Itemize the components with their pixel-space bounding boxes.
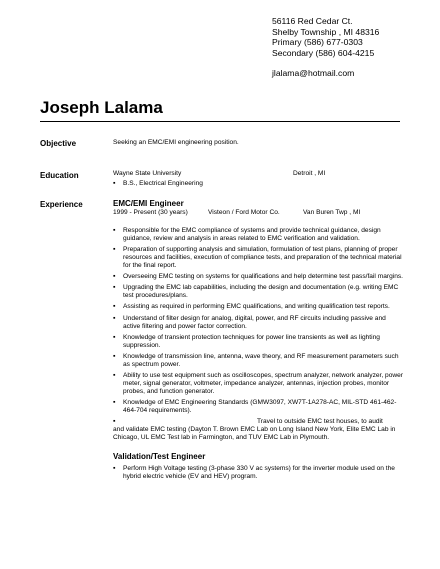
travel-lead-text: Travel to outside EMC test houses, to audit: [257, 418, 383, 426]
name-divider: [40, 121, 400, 122]
job2-bullet-list: [113, 465, 403, 481]
education-section: [113, 170, 403, 188]
list-item: ▪ Knowledge of transmission line, antenna, wave theory, and RF measurement parameters such as spectrum power.: [113, 353, 403, 369]
secondary-phone: Secondary (586) 604-4215: [272, 47, 375, 58]
experience-label: Experience: [40, 200, 83, 209]
email-address: jlalama@hotmail.com: [272, 68, 355, 79]
job1-bullet-list: [113, 227, 403, 426]
degree-list: [113, 180, 403, 188]
street-address: 56116 Red Cedar Ct.: [272, 16, 353, 26]
list-item: ▪ Ability to use test equipment such as oscilloscopes, spectrum analyzer, network analyzer, power meter, signal generator, voltmeter, impedance analyzer, antennas, injection probes, monitor probes, and function generator.: [113, 372, 403, 396]
list-item: ▪ Upgrading the EMC lab capabilities, including the design and documentation (e.g. writing EMC test procedures/plans.: [113, 284, 403, 300]
school-name: Wayne State University: [113, 170, 182, 177]
job-title-emc: EMC/EMI Engineer: [113, 199, 184, 208]
list-item: ▪ Knowledge of EMC Engineering Standards (GMW3097, XW7T-1A278-AC, MIL-STD 461-462-464-704 requirements).: [113, 399, 403, 415]
job-title-validation: Validation/Test Engineer: [113, 452, 206, 462]
experience-section: [113, 199, 403, 484]
job-location: Van Buren Twp , MI: [303, 209, 361, 216]
job-company: Visteon / Ford Motor Co.: [208, 209, 280, 216]
travel-continuation: and validate EMC testing (Dayton T. Brown EMC Lab on Long Island New York, Elite EMC Lab in Chicago, UL EMC Test lab in Farmington, and TUV EMC Lab in Plymouth.: [113, 426, 396, 442]
list-item: ▪ Responsible for the EMC compliance of systems and provide technical guidance, design guidance, review and analysis in areas related to EMC verification and validation.: [113, 227, 403, 243]
list-item: ▪ Perform High Voltage testing (3-phase 330 V ac systems) for the inverter module used on the hybrid electric vehicle (EV and HEV) program.: [113, 465, 403, 481]
list-item: ▪ Assisting as required in performing EMC qualifications, and writing qualification test reports.: [113, 303, 403, 311]
city-state-zip: Shelby Township , MI 48316: [272, 26, 380, 37]
list-item: ▪ Preparation of supporting analysis and simulation, formulation of test plans, planning of proper resources and facilities, execution of compliance tests, and preparation of the technical material for the final report.: [113, 246, 403, 270]
job-meta-row: [113, 209, 403, 218]
objective-text: Seeking an EMC/EMI engineering position.: [113, 139, 239, 146]
list-item: ▪ Knowledge of transient protection techniques for power line transients as well as lighting suppression.: [113, 334, 403, 350]
education-row: [113, 170, 403, 179]
contact-block: [272, 16, 379, 79]
primary-phone: Primary (586) 677-0303: [272, 37, 363, 48]
candidate-name: Joseph Lalama: [40, 98, 163, 117]
list-item: ▪ Understand of filter design for analog, digital, power, and RF circuits including passive and active filtering and power factor correction.: [113, 315, 403, 331]
objective-label: Objective: [40, 139, 77, 148]
list-item-travel: [113, 418, 403, 426]
job-dates: 1999 - Present (30 years): [113, 209, 188, 216]
education-label: Education: [40, 171, 79, 180]
degree-item: ▪ B.S., Electrical Engineering: [113, 180, 403, 188]
list-item: ▪ Overseeing EMC testing on systems for qualifications and help determine test pass/fail margins.: [113, 273, 403, 281]
school-location: Detroit , MI: [293, 170, 326, 177]
